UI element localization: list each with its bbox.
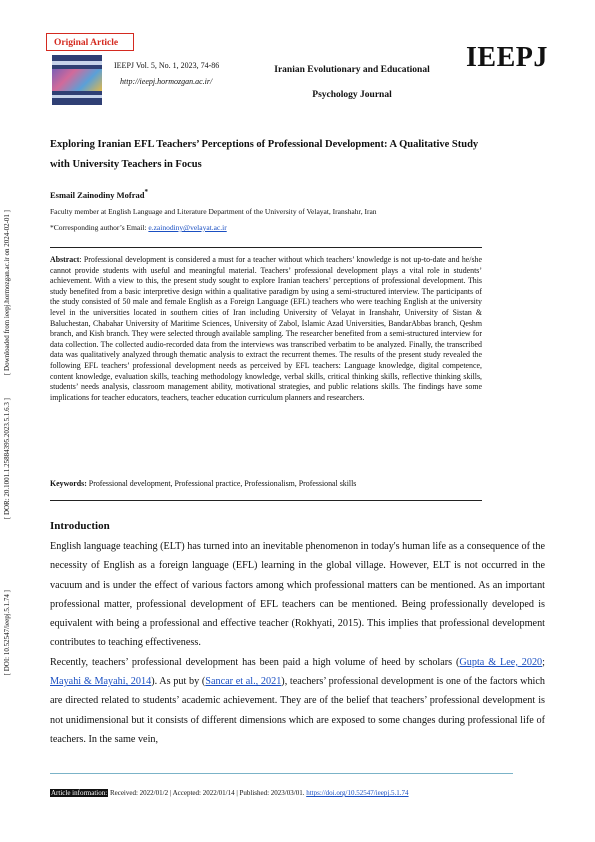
abstract-bottom-rule <box>50 500 482 501</box>
author-name <box>50 188 148 200</box>
keywords <box>50 479 482 488</box>
journal-name <box>258 58 446 108</box>
article-information-footer <box>50 789 409 797</box>
dor-note: [ DOR: 20.1001.1.25884395.2023.5.1.6.3 ] <box>3 398 11 520</box>
footer-rule <box>50 773 513 774</box>
journal-cover-image <box>52 55 102 105</box>
title-line-1: Exploring Iranian EFL Teachers’ Perceptions of Professional Development: A Qualitative Study <box>50 139 479 150</box>
citation-mayahi[interactable]: Mayahi & Mayahi, 2014 <box>50 676 152 688</box>
journal-url[interactable]: http://ieepj.hormozgan.ac.ir/ <box>120 77 213 86</box>
abstract <box>50 255 482 403</box>
citation-sancar[interactable]: Sancar et al., 2021 <box>205 676 282 688</box>
footer-dates: Received: 2022/01/2 | Accepted: 2022/01/14 | Published: 2023/03/01. <box>108 789 307 797</box>
intro-paragraph-1: English language teaching (ELT) has turned into an inevitable phenomenon in today's human life as a consequence of the necessity of English as a foreign language (EFL) learning in the global village. However, ELT is not occurred in the vacuum and is under the effect of various factors among which professional matters can be mentioned. As an important professional matter, professional development of EFL teachers can be mentioned. Being professionally developed is equivalent with being a professional and effective teacher (Rokhyati, 2015). This implies that professional development contributes to teaching effectiveness. <box>50 541 545 649</box>
p2-part-a: Recently, teachers’ professional development has been paid a high volume of heed by scholars ( <box>50 656 460 668</box>
p2-part-d: ), teachers’ professional development is one of the factors which are directed related to students’ academic achievement. They are of the belief that teachers’ professional development is not unidimensional but it consists of different dimensions which are exposed to some changes during professional life of teachers. In the same vein, <box>50 676 546 745</box>
author-affiliation: Faculty member at English Language and Literature Department of the University of Velayat, Iranshahr, Iran <box>50 207 377 216</box>
abstract-text: : Professional development is considered a must for a teacher without which teachers’ knowledge is not up-to-date and he/she cannot provide students with useful and meaningful material. Teachers’ professional development plays a vital role in students’ achievement. With a view to this, the present study sought to explore Iranian teachers’ perceptions of professional development. This study benefited from a basic interpretive design within a qualitative paradigm by using a semi-structured interview. The participants of the study consisted of 50 male and female English as a Foreign Language (EFL) teachers who were teaching English at the university level in the universities located in southern cities of Iran including University of Velayat in Iranshahr, University of Sistan & Baluchestan, Chabahar University of Maritime Sciences, University of Zabol, Islamic Azad Universities, BandarAbbas branch, Qeshm branch, and Kish branch. They were selected through available sampling. The researcher benefited from a semi-structured interview for data collection. The collected audio-recorded data from the interviews was transcribed verbatim to be analyzed. Finally, the transcribed data was qualitatively analyzed through thematic analysis to extract the recurrent themes. The results of the present study revealed the following EFL teachers’ professional development needs as perceived by EFL teachers: Language knowledge, digital competence, content knowledge, evaluation skills, teaching methodology knowledge, verbal skills, critical thinking skills, reflective thinking skills, students’ needs analysis, classroom management ability, motivational strategies, and public relations skills. The findings have some implications for teacher educators, teachers, teacher education curriculum planners and researchers. <box>50 255 482 402</box>
abstract-label: Abstract <box>50 255 80 264</box>
journal-logo: IEEPJ <box>466 42 548 73</box>
introduction-heading: Introduction <box>50 520 110 532</box>
journal-name-line2: Psychology Journal <box>312 90 392 100</box>
downloaded-note: [ Downloaded from ieepj.hormozgan.ac.ir on 2024-02-01 ] <box>3 210 11 376</box>
author-mark: * <box>144 188 149 196</box>
volume-info: IEEPJ Vol. 5, No. 1, 2023, 74-86 <box>114 61 220 70</box>
side-notes <box>3 210 21 690</box>
footer-doi-link[interactable]: https://doi.org/10.52547/ieepj.5.1.74 <box>306 789 409 797</box>
corr-label: *Corresponding author’s Email: <box>50 223 147 232</box>
abstract-top-rule <box>50 247 482 248</box>
footer-label: Article information: <box>51 789 108 797</box>
article-title <box>50 135 546 175</box>
author-name-text: Esmail Zainodiny Mofrad <box>50 189 145 200</box>
p2-part-b: ; <box>542 656 545 668</box>
intro-paragraph-2 <box>50 653 545 749</box>
corresponding-author <box>50 223 227 232</box>
journal-meta <box>114 58 219 90</box>
corr-email-link[interactable]: e.zainodiny@velayat.ac.ir <box>148 223 227 232</box>
introduction-body <box>50 537 545 749</box>
article-type-badge: Original Article <box>46 33 134 51</box>
p2-part-c: ). As put by ( <box>151 676 206 688</box>
doi-note: [ DOI: 10.52547/ieepj.5.1.74 ] <box>3 590 11 676</box>
citation-gupta-lee[interactable]: Gupta & Lee, 2020 <box>459 656 543 668</box>
keywords-text: Professional development, Professional practice, Professionalism, Professional skills <box>86 479 357 488</box>
journal-name-line1: Iranian Evolutionary and Educational <box>274 65 430 75</box>
keywords-label: Keywords: <box>50 479 87 488</box>
title-line-2: with University Teachers in Focus <box>50 159 202 170</box>
